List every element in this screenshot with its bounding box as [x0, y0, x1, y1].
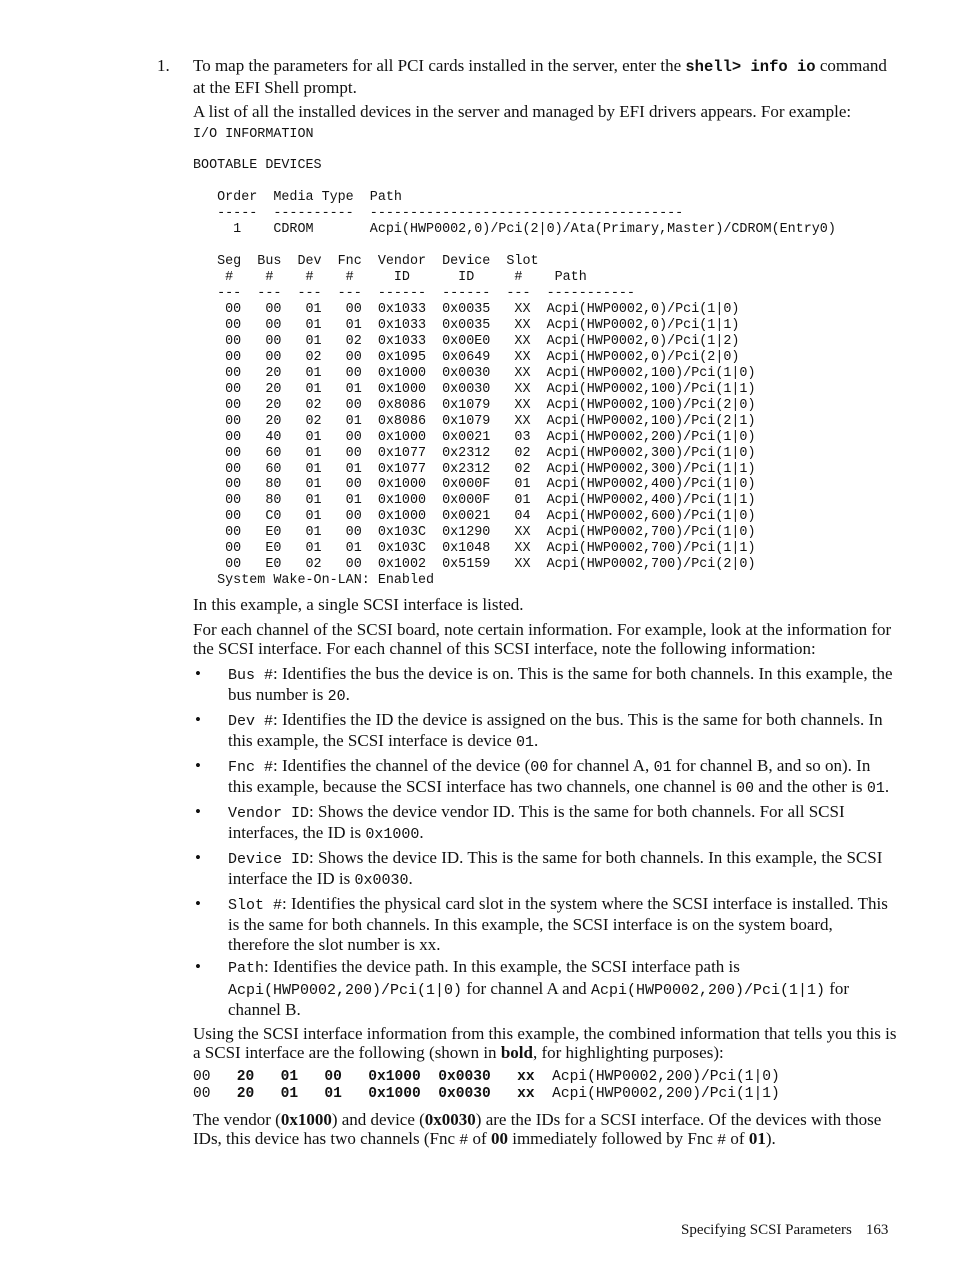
bold-fnc-00: 00 [490, 1129, 508, 1149]
bold-fnc-01: 01 [748, 1129, 766, 1149]
closing-paragraph [193, 1110, 898, 1151]
term-fnc: Fnc # [228, 758, 274, 776]
highlight-device: 0x0030 [438, 1068, 491, 1085]
bullet-vendor [193, 802, 898, 845]
step-content [193, 56, 898, 1151]
value-vendor: 0x1000 [365, 826, 420, 844]
listing-description: A list of all the installed devices in the server and managed by EFI drivers appears. For example: [193, 102, 852, 121]
bullet-dot: • [195, 847, 201, 867]
highlight-bus: 20 [236, 1068, 255, 1085]
bold-word: bold [500, 1043, 533, 1063]
closing-text: ) are the IDs for a SCSI interface. Of the devices with those IDs, this device has two channels (Fnc [193, 1109, 882, 1149]
highlight-dev: 01 [280, 1068, 299, 1085]
listing-line: 00 00 01 02 0x1033 0x00E0 XX Acpi(HWP0002,0)/Pci(1|2) [193, 333, 740, 349]
field-list [193, 664, 898, 1020]
bullet-text: . [408, 869, 413, 889]
step-number: 1. [157, 56, 170, 75]
listing-line: BOOTABLE DEVICES [193, 158, 322, 174]
listing-line: 00 20 01 01 0x1000 0x0030 XX Acpi(HWP0002,100)/Pci(1|1) [193, 381, 756, 397]
value-fnc-b: 01 [653, 758, 672, 776]
bullet-path [193, 957, 898, 1020]
combined-text: Using the SCSI interface information from this example, the combined information that tells you this is a SCSI interface are the following (shown in [193, 1023, 897, 1063]
highlight-seg: 00 [193, 1068, 211, 1085]
bullet-fnc [193, 756, 898, 799]
term-vendor: Vendor ID [228, 804, 310, 822]
bullet-dev [193, 710, 898, 753]
bullet-text: and the other is [753, 777, 867, 797]
listing-line: 00 60 01 00 0x1077 0x2312 02 Acpi(HWP0002,300)/Pci(1|0) [193, 445, 756, 461]
listing-line: 1 CDROM Acpi(HWP0002,0)/Pci(2|0)/Ata(Primary,Master)/CDROM(Entry0) [193, 222, 836, 238]
bullet-text: : Identifies the ID the device is assigned on the bus. This is the same for both channels. In this example, the SCSI interface is device [228, 709, 883, 751]
bullet-text: : Identifies the physical card slot in the system where the SCSI interface is installed. This is the same for both channels. In this example, the SCSI interface is on the system board, therefore the slot number is [228, 893, 888, 954]
term-bus: Bus # [228, 666, 274, 684]
step-instruction [193, 56, 898, 97]
term-dev: Dev # [228, 712, 274, 730]
listing-line: # # # # ID ID # Path [193, 270, 587, 286]
value-bus: 20 [327, 688, 346, 706]
listing-line: System Wake-On-LAN: Enabled [193, 573, 435, 589]
bullet-text: for channel B, and so on). In this example, because the SCSI interface has two channels, one channel is [228, 755, 871, 797]
bullet-dot: • [195, 957, 201, 977]
bold-device-id: 0x0030 [424, 1109, 476, 1129]
bullet-text: . [345, 685, 350, 705]
step-intro-text: To map the parameters for all PCI cards installed in the server, enter the [193, 56, 682, 75]
listing-line: 00 00 02 00 0x1095 0x0649 XX Acpi(HWP0002,0)/Pci(2|0) [193, 349, 740, 365]
listing-line: 00 20 01 00 0x1000 0x0030 XX Acpi(HWP0002,100)/Pci(1|0) [193, 365, 756, 381]
listing-line: 00 E0 01 00 0x103C 0x1290 XX Acpi(HWP0002,700)/Pci(1|0) [193, 525, 756, 541]
listing-line: 00 60 01 01 0x1077 0x2312 02 Acpi(HWP0002,300)/Pci(1|1) [193, 461, 756, 477]
footer-section-title: Specifying SCSI Parameters [681, 1222, 852, 1238]
closing-text: of [726, 1129, 749, 1149]
highlight-path: Acpi(HWP0002,200)/Pci(1|0) [552, 1068, 780, 1085]
highlight-fnc: 00 [324, 1068, 342, 1085]
listing-line: ----- ---------- --------------------------------------- [193, 206, 684, 222]
highlight-path: Acpi(HWP0002,200)/Pci(1|1) [552, 1086, 780, 1103]
bullet-text: for channel B. [228, 978, 850, 1020]
page-footer [681, 1222, 888, 1239]
closing-text: ) and device ( [331, 1109, 425, 1129]
bullet-dot: • [195, 893, 201, 913]
hash-symbol: # [459, 1132, 469, 1150]
highlight-fnc: 01 [324, 1086, 342, 1103]
scsi-highlight-rows [193, 1069, 898, 1104]
closing-text: immediately followed by Fnc [507, 1129, 718, 1149]
listing-line: 00 C0 01 00 0x1000 0x0021 04 Acpi(HWP0002,600)/Pci(1|0) [193, 509, 756, 525]
channel-intro: For each channel of the SCSI board, note certain information. For example, look at the information for the SCSI interface. For each channel of this SCSI interface, note the following information: [193, 619, 892, 659]
listing-line: 00 80 01 01 0x1000 0x000F 01 Acpi(HWP0002,400)/Pci(1|1) [193, 493, 756, 509]
value-device: 0x0030 [354, 872, 409, 890]
combined-text: , for highlighting purposes): [532, 1043, 724, 1063]
term-slot: Slot # [228, 896, 283, 914]
listing-line: 00 00 01 01 0x1033 0x0035 XX Acpi(HWP0002,0)/Pci(1|1) [193, 317, 740, 333]
bullet-text: : Shows the device ID. This is the same for both channels. In this example, the SCSI interface the ID is [228, 847, 883, 889]
value-fnc-a: 00 [530, 758, 549, 776]
listing-summary: In this example, a single SCSI interface is listed. [193, 595, 524, 615]
value-fnc-other: 01 [866, 780, 885, 798]
value-path-b: Acpi(HWP0002,200)/Pci(1|1) [590, 981, 825, 999]
highlight-vendor: 0x1000 [368, 1068, 421, 1085]
listing-line: --- --- --- --- ------ ------ --- ----------- [193, 286, 635, 302]
bullet-text: : Identifies the device path. In this example, the SCSI interface path is [264, 957, 740, 977]
listing-line: 00 E0 01 01 0x103C 0x1048 XX Acpi(HWP0002,700)/Pci(1|1) [193, 541, 756, 557]
step-intro-text-end: command at the EFI Shell prompt. [193, 56, 887, 97]
highlight-row [193, 1086, 780, 1102]
term-device: Device ID [228, 850, 310, 868]
bullet-text: . [419, 823, 424, 843]
page-number: 163 [865, 1222, 889, 1238]
highlight-vendor: 0x1000 [368, 1086, 421, 1103]
value-path-a: Acpi(HWP0002,200)/Pci(1|0) [228, 981, 463, 999]
highlight-row [193, 1069, 780, 1085]
closing-text: of [468, 1129, 491, 1149]
bullet-dot: • [195, 755, 201, 775]
highlight-bus: 20 [236, 1086, 255, 1103]
bullet-text: for channel A, [548, 755, 654, 775]
listing-line: 00 00 01 00 0x1033 0x0035 XX Acpi(HWP0002,0)/Pci(1|0) [193, 301, 740, 317]
closing-text: The vendor ( [193, 1109, 281, 1129]
term-path: Path [228, 960, 265, 978]
bullet-text: . [534, 731, 539, 751]
bullet-text: : Shows the device vendor ID. This is the same for both channels. For all SCSI interfaces, the ID is [228, 801, 845, 843]
combined-info-intro [193, 1024, 898, 1063]
bullet-dot: • [195, 663, 201, 683]
bullet-text: : Identifies the channel of the device ( [273, 755, 531, 775]
bold-vendor-id: 0x1000 [280, 1109, 332, 1129]
listing-line: Seg Bus Dev Fnc Vendor Device Slot [193, 254, 539, 270]
listing-line: 00 20 02 01 0x8086 0x1079 XX Acpi(HWP0002,100)/Pci(2|1) [193, 413, 756, 429]
shell-command: shell> info io [685, 58, 816, 76]
listing-line: I/O INFORMATION [193, 126, 314, 142]
bullet-dot: • [195, 801, 201, 821]
highlight-device: 0x0030 [438, 1086, 491, 1103]
value-dev: 01 [515, 734, 534, 752]
highlight-seg: 00 [193, 1086, 211, 1103]
highlight-slot: xx [517, 1068, 535, 1085]
value-slot: xx [419, 934, 437, 954]
bullet-text: . [436, 934, 441, 954]
listing-line: 00 E0 02 00 0x1002 0x5159 XX Acpi(HWP0002,700)/Pci(2|0) [193, 557, 756, 573]
bullet-text: for channel A and [462, 978, 591, 998]
bullet-bus [193, 664, 898, 707]
listing-line: 00 40 01 00 0x1000 0x0021 03 Acpi(HWP0002,200)/Pci(1|0) [193, 429, 756, 445]
value-fnc-one: 00 [735, 780, 754, 798]
hash-symbol: # [717, 1132, 727, 1150]
listing-line: 00 20 02 00 0x8086 0x1079 XX Acpi(HWP0002,100)/Pci(2|0) [193, 397, 756, 413]
bullet-dot: • [195, 709, 201, 729]
listing-line: Order Media Type Path [193, 190, 402, 206]
highlight-slot: xx [517, 1086, 535, 1103]
closing-text: ). [765, 1129, 776, 1149]
listing-line: 00 80 01 00 0x1000 0x000F 01 Acpi(HWP0002,400)/Pci(1|0) [193, 477, 756, 493]
highlight-dev: 01 [280, 1086, 299, 1103]
bullet-device [193, 848, 898, 891]
bullet-text: : Identifies the bus the device is on. This is the same for both channels. In this example, the bus number is [228, 663, 893, 705]
bullet-slot [193, 894, 898, 955]
io-information-listing [193, 127, 898, 590]
bullet-text: . [884, 777, 890, 797]
